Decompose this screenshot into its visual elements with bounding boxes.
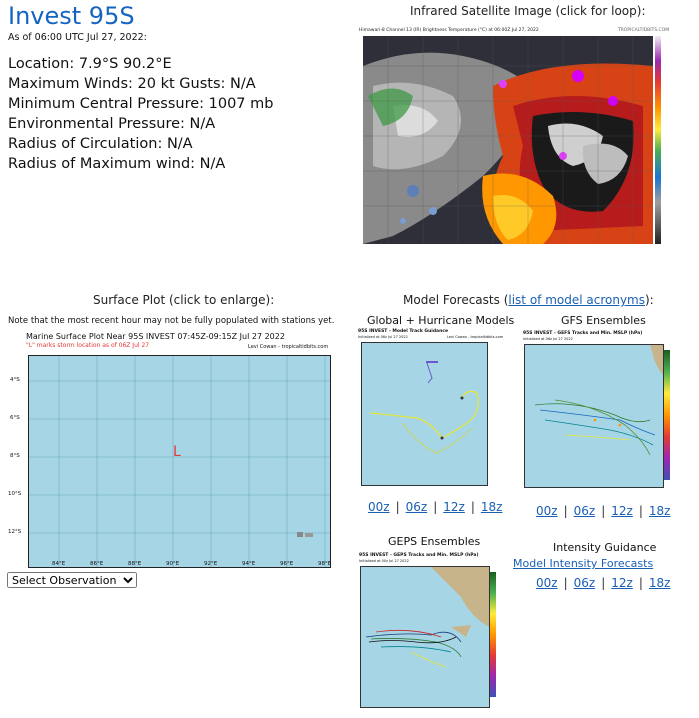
global-models-img-title: 95S INVEST - Model Track Guidance xyxy=(358,329,449,334)
lat-label: 6°S xyxy=(10,415,20,421)
lat-label: 12°S xyxy=(8,529,22,535)
storm-location: Location: 7.9°S 90.2°E xyxy=(8,56,172,72)
storm-location-marker: L xyxy=(173,444,181,460)
separator: | xyxy=(601,576,606,590)
global-models-image-link[interactable] xyxy=(355,328,504,490)
geps-mslp-scale xyxy=(490,572,496,697)
as-of-timestamp: As of 06:00 UTC Jul 27, 2022: xyxy=(8,32,147,43)
global-models-heading: Global + Hurricane Models xyxy=(367,314,515,327)
storm-pressure: Minimum Central Pressure: 1007 mb xyxy=(8,96,274,112)
intensity-18z-link[interactable]: 18z xyxy=(648,576,671,590)
lon-label: 96°E xyxy=(280,561,294,567)
separator: | xyxy=(563,576,568,590)
gfs-ensembles-map xyxy=(524,344,664,488)
separator: | xyxy=(638,576,643,590)
geps-img-title: 95S INVEST - GEPS Tracks and Min. MSLP (hPa) xyxy=(359,553,479,558)
model-forecasts-heading-suffix: ): xyxy=(645,293,654,307)
lon-label: 86°E xyxy=(90,561,104,567)
separator: | xyxy=(395,500,400,514)
storm-env-pressure: Environmental Pressure: N/A xyxy=(8,116,216,132)
global-18z-link[interactable]: 18z xyxy=(480,500,503,514)
surface-plot-note: Note that the most recent hour may not be fully populated with stations yet. xyxy=(8,316,335,326)
gfs-img-title: 95S INVEST - GEFS Tracks and Min. MSLP (hPa) xyxy=(523,331,643,336)
intensity-guidance-heading: Intensity Guidance xyxy=(553,541,657,554)
surface-plot-title: Marine Surface Plot Near 95S INVEST 07:45Z-09:15Z Jul 27 2022 xyxy=(26,332,285,341)
surface-plot-map xyxy=(28,355,331,568)
satellite-image-header: Himawari-8 Channel 13 (IR) Brightness Temperature (°C) at 06:00Z Jul 27, 2022 xyxy=(359,28,539,33)
gfs-time-links xyxy=(536,504,670,518)
separator: | xyxy=(601,504,606,518)
lat-label: 10°S xyxy=(8,491,22,497)
storm-radius-max-wind: Radius of Maximum wind: N/A xyxy=(8,156,226,172)
gfs-18z-link[interactable]: 18z xyxy=(648,504,671,518)
storm-winds: Maximum Winds: 20 kt Gusts: N/A xyxy=(8,76,256,92)
page-title: Invest 95S xyxy=(8,2,135,30)
global-models-img-credit: Levi Cowan - tropicaltidbits.com xyxy=(447,335,504,339)
gfs-00z-link[interactable]: 00z xyxy=(536,504,558,518)
lon-label: 90°E xyxy=(166,561,180,567)
global-models-time-links xyxy=(368,500,502,514)
model-forecasts-heading-text: Model Forecasts ( xyxy=(403,293,509,307)
lat-label: 4°S xyxy=(10,377,20,383)
surface-plot-subtitle: "L" marks storm location as of 06Z Jul 27 xyxy=(26,342,150,349)
observation-time-select[interactable] xyxy=(7,572,137,588)
lon-label: 88°E xyxy=(128,561,142,567)
satellite-image xyxy=(353,26,663,250)
lat-label: 8°S xyxy=(10,453,20,459)
intensity-time-links xyxy=(536,576,670,590)
model-acronyms-link[interactable]: list of model acronyms xyxy=(508,293,645,307)
gfs-mslp-scale xyxy=(664,350,670,480)
intensity-00z-link[interactable]: 00z xyxy=(536,576,558,590)
geps-ensembles-map xyxy=(360,566,490,708)
gfs-ensembles-image-link[interactable] xyxy=(520,330,678,490)
satellite-image-link[interactable] xyxy=(353,26,670,250)
surface-plot-heading: Surface Plot (click to enlarge): xyxy=(93,293,275,307)
separator: | xyxy=(563,504,568,518)
gfs-ensembles-heading: GFS Ensembles xyxy=(561,314,646,327)
global-00z-link[interactable]: 00z xyxy=(368,500,390,514)
satellite-heading: Infrared Satellite Image (click for loop): xyxy=(410,4,646,18)
gfs-06z-link[interactable]: 06z xyxy=(573,504,596,518)
storm-radius-circulation: Radius of Circulation: N/A xyxy=(8,136,193,152)
global-12z-link[interactable]: 12z xyxy=(443,500,465,514)
lon-label: 94°E xyxy=(242,561,256,567)
surface-plot-credit: Levi Cowan - tropicaltidbits.com xyxy=(248,344,329,350)
intensity-12z-link[interactable]: 12z xyxy=(611,576,633,590)
separator: | xyxy=(433,500,438,514)
geps-ensembles-heading: GEPS Ensembles xyxy=(388,535,481,548)
model-intensity-forecasts-link[interactable]: Model Intensity Forecasts xyxy=(513,557,654,570)
satellite-image-credit: TROPICALTIDBITS.COM xyxy=(618,28,670,33)
intensity-06z-link[interactable]: 06z xyxy=(573,576,596,590)
gfs-12z-link[interactable]: 12z xyxy=(611,504,633,518)
lon-label: 92°E xyxy=(204,561,218,567)
separator: | xyxy=(638,504,643,518)
model-forecasts-heading xyxy=(403,293,654,307)
geps-img-sub: Initialized at 00z Jul 27 2022 xyxy=(359,559,409,563)
lon-label: 98°E xyxy=(318,561,332,567)
geps-ensembles-image-link[interactable] xyxy=(356,552,506,708)
gfs-img-sub: Initialized at 06z Jul 27 2022 xyxy=(523,337,573,341)
global-models-map xyxy=(361,342,488,486)
lon-label: 84°E xyxy=(52,561,66,567)
global-06z-link[interactable]: 06z xyxy=(405,500,428,514)
separator: | xyxy=(470,500,475,514)
global-models-img-sub: Initialized at 06z Jul 27 2022 xyxy=(358,335,408,339)
